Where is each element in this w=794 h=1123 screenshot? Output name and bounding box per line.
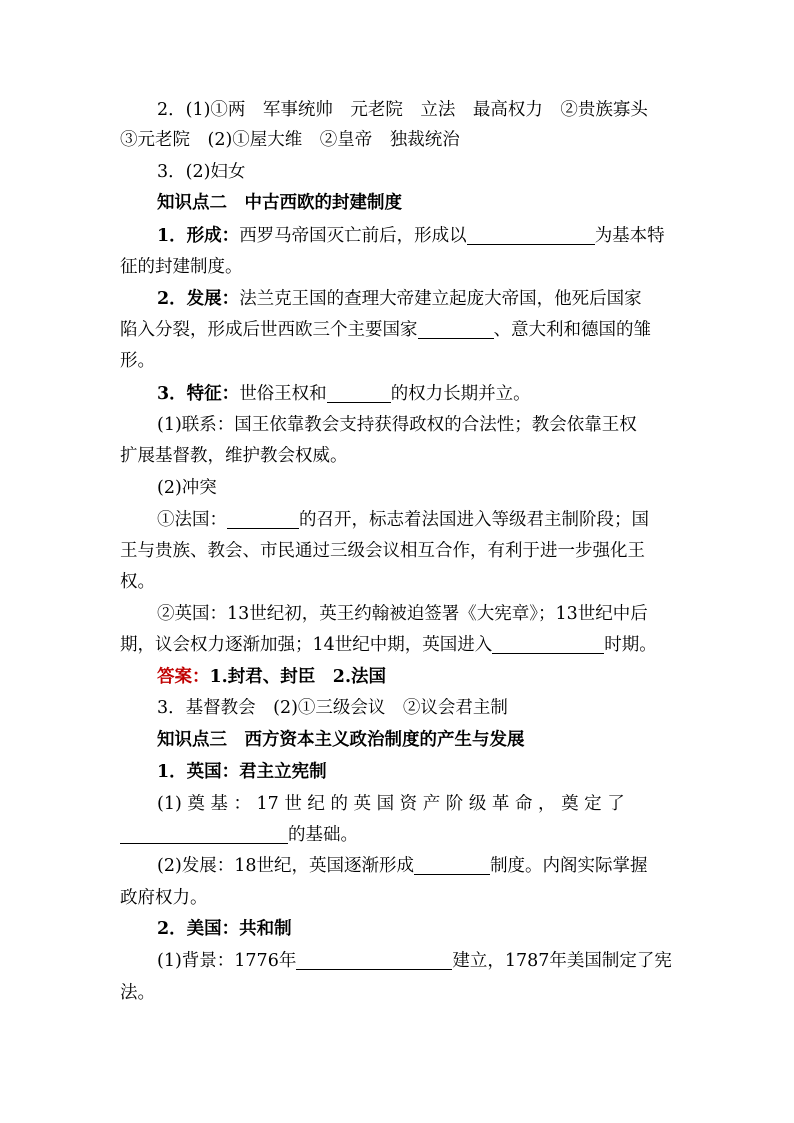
item-text: 陷入分裂，形成后世西欧三个主要国家 bbox=[120, 320, 418, 340]
fill-blank[interactable] bbox=[418, 320, 494, 339]
fill-blank[interactable] bbox=[227, 510, 299, 529]
answer-line-2-cont: ③元老院 (2)①屋大维 ②皇帝 独裁统治 bbox=[120, 130, 460, 150]
conflict-france-cont: 王与贵族、教会、市民通过三级会议相互合作，有利于进一步强化王 bbox=[120, 541, 645, 561]
conflict-england-cont bbox=[120, 634, 657, 656]
item-text: 法兰克王国的查理大帝建立起庞大帝国，他死后国家 bbox=[239, 289, 642, 309]
item-development-cont bbox=[120, 319, 651, 341]
usa-background bbox=[157, 950, 672, 972]
item-text: 期，议会权力逐渐加强；14世纪中期，英国进入 bbox=[120, 635, 493, 655]
fill-blank[interactable] bbox=[467, 226, 595, 245]
answer-line-2: 2．(1)①两 军事统帅 元老院 立法 最高权力 ②贵族寡头 bbox=[157, 100, 648, 120]
england-foundation bbox=[157, 793, 675, 815]
fill-blank[interactable] bbox=[296, 951, 452, 970]
conflict-france bbox=[157, 509, 649, 531]
item-label: 2．发展： bbox=[157, 289, 240, 309]
england-heading: 1．英国：君主立宪制 bbox=[157, 762, 327, 782]
item-text: 世俗王权和 bbox=[239, 384, 327, 404]
conflict-england: ②英国：13世纪初，英王约翰被迫签署《大宪章》；13世纪中后 bbox=[157, 604, 648, 624]
section-heading-2: 知识点二 中古西欧的封建制度 bbox=[157, 193, 402, 213]
fill-blank[interactable] bbox=[120, 825, 288, 844]
sub-item-conflict: (2)冲突 bbox=[157, 478, 217, 498]
answer-text: 1.封君、封臣 2.法国 bbox=[209, 667, 387, 687]
conflict-france-end: 权。 bbox=[120, 572, 155, 592]
fill-blank[interactable] bbox=[327, 384, 391, 403]
answer-block-cont: 3．基督教会 (2)①三级会议 ②议会君主制 bbox=[157, 698, 508, 718]
item-text: ①法国： bbox=[157, 510, 227, 530]
item-development-end: 形。 bbox=[120, 351, 155, 371]
item-text: 的召开，标志着法国进入等级君主制阶段；国 bbox=[299, 510, 649, 530]
item-text: 的权力长期并立。 bbox=[390, 384, 531, 404]
item-formation-cont: 征的封建制度。 bbox=[120, 257, 243, 277]
section-heading-3: 知识点三 西方资本主义政治制度的产生与发展 bbox=[157, 730, 525, 750]
item-features bbox=[157, 383, 531, 405]
item-label: 3．特征： bbox=[157, 384, 240, 404]
item-formation bbox=[157, 225, 665, 247]
item-text: 为基本特 bbox=[594, 226, 665, 246]
usa-background-cont: 法。 bbox=[120, 983, 155, 1003]
item-development bbox=[157, 288, 642, 310]
fill-blank[interactable] bbox=[414, 856, 490, 875]
answer-line-3: 3．(2)妇女 bbox=[157, 162, 246, 182]
england-development bbox=[157, 855, 648, 877]
usa-heading: 2．美国：共和制 bbox=[157, 919, 292, 939]
item-text: 时期。 bbox=[604, 635, 657, 655]
england-foundation-cont bbox=[120, 824, 358, 846]
answer-block bbox=[157, 666, 386, 688]
sub-item-connection-cont: 扩展基督教，维护教会权威。 bbox=[120, 446, 348, 466]
item-text: 、意大利和德国的雏 bbox=[493, 320, 651, 340]
sub-item-connection: (1)联系：国王依靠教会支持获得政权的合法性；教会依靠王权 bbox=[157, 415, 637, 435]
fill-blank[interactable] bbox=[492, 635, 604, 654]
item-text: 制度。内阁实际掌握 bbox=[490, 856, 648, 876]
item-text: (1) 奠 基 ： 17 世 纪 的 英 国 资 产 阶 级 革 命 ， 奠 定 了 bbox=[157, 794, 625, 814]
item-label: 1．形成： bbox=[157, 226, 240, 246]
item-text: (2)发展：18世纪，英国逐渐形成 bbox=[157, 856, 415, 876]
item-text: 西罗马帝国灭亡前后，形成以 bbox=[239, 226, 467, 246]
answer-label: 答案： bbox=[157, 667, 210, 687]
item-text: 的基础。 bbox=[288, 825, 358, 845]
england-development-cont: 政府权力。 bbox=[120, 888, 208, 908]
item-text: 建立，1787年美国制定了宪 bbox=[452, 951, 672, 971]
item-text: (1)背景：1776年 bbox=[157, 951, 297, 971]
